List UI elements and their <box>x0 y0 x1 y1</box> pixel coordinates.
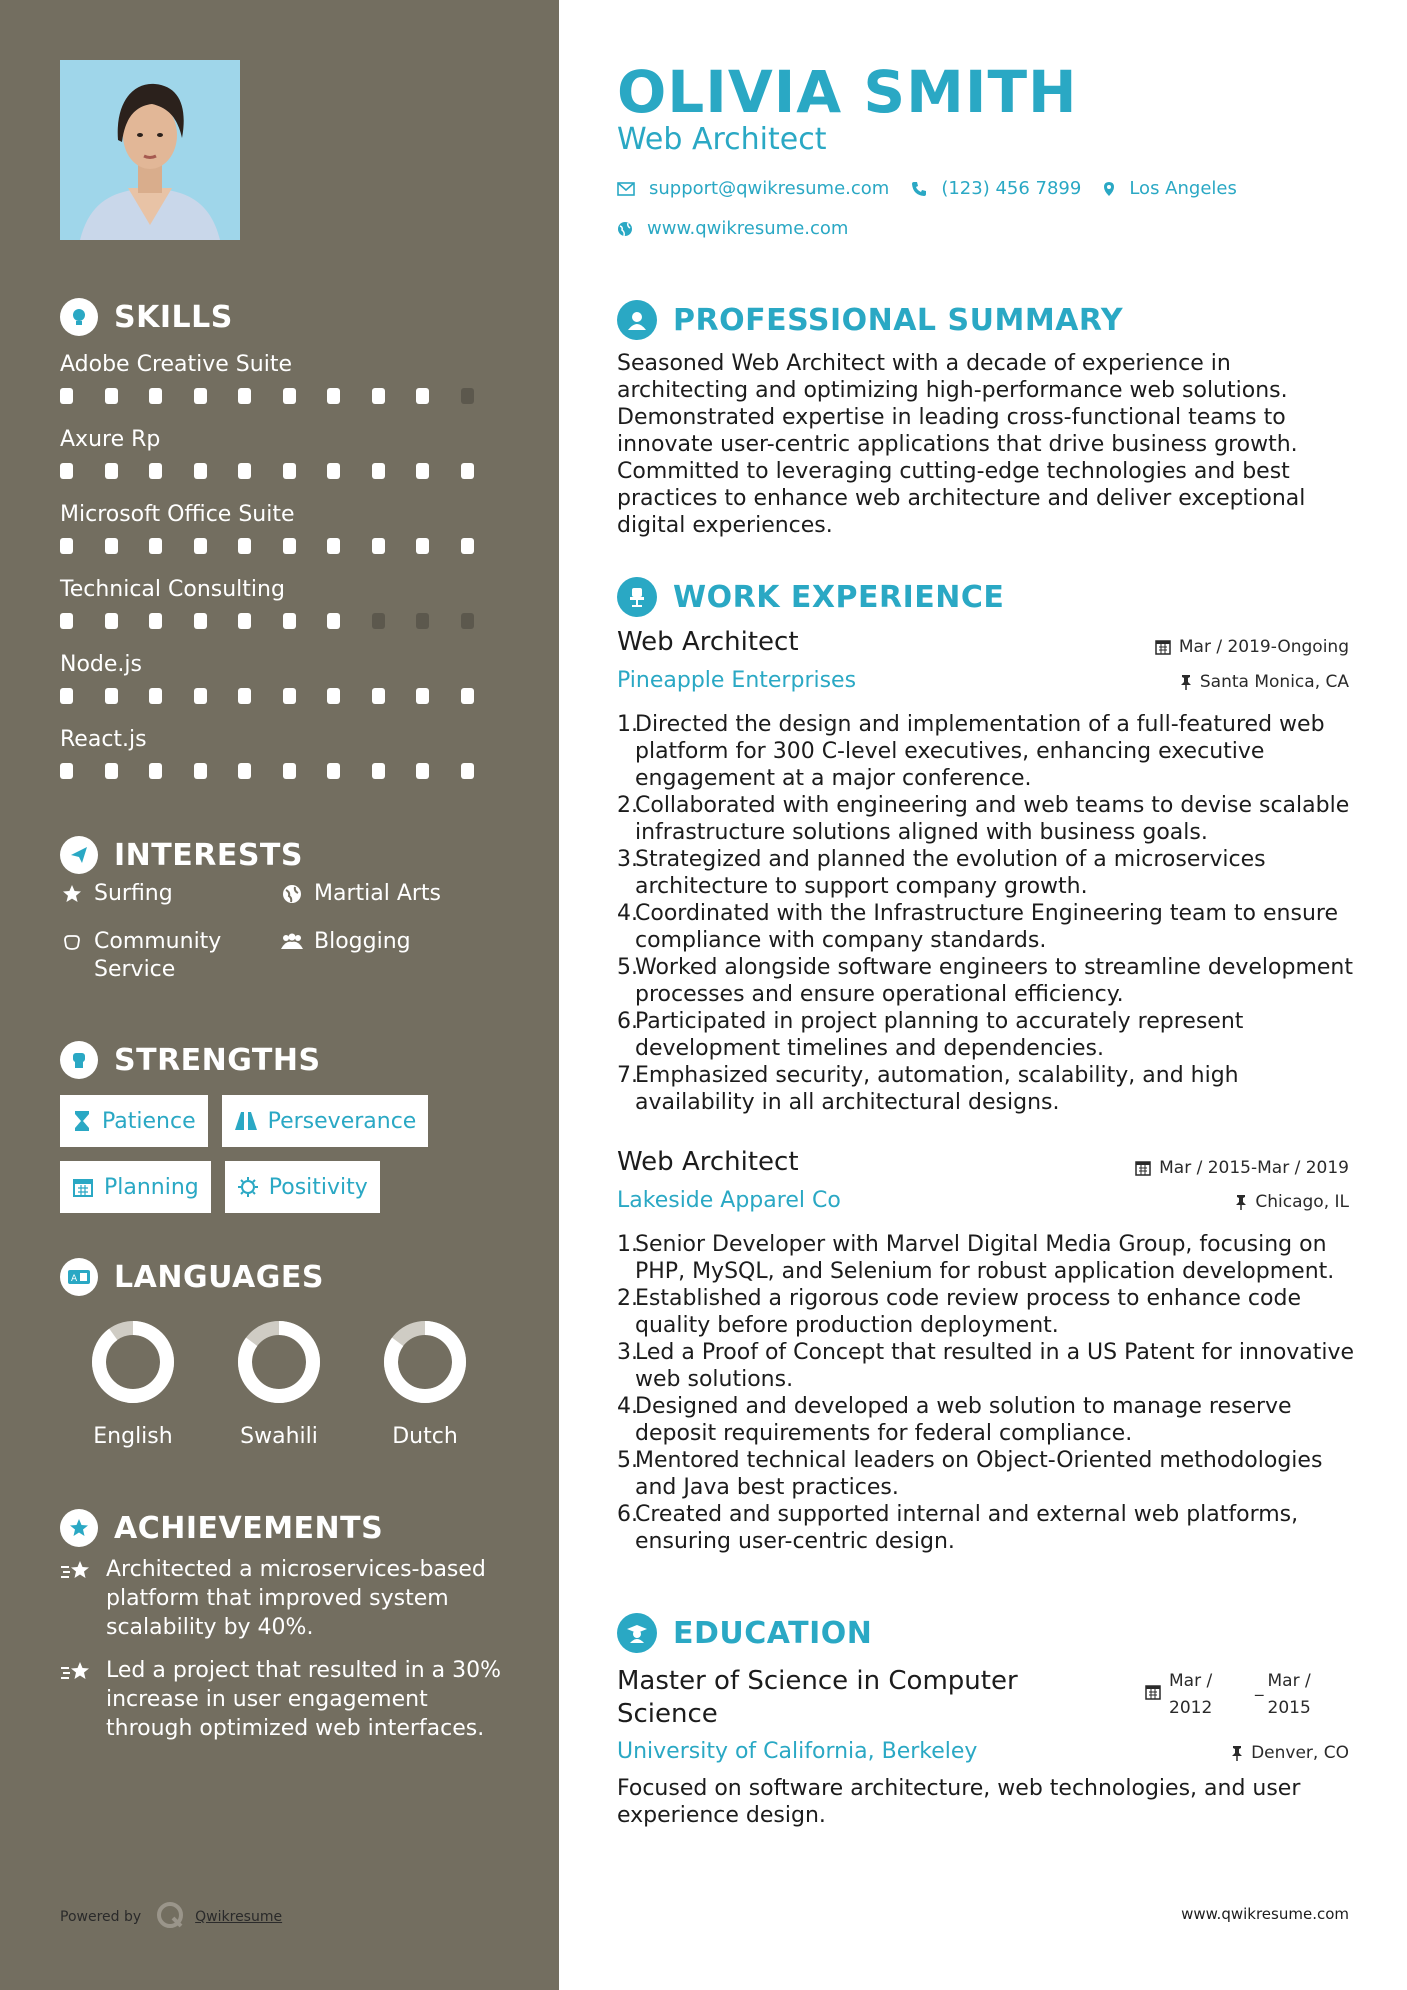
globe-icon <box>617 221 633 237</box>
skill-rating <box>60 463 505 479</box>
achievement-item <box>60 1555 510 1642</box>
skill-dot <box>105 688 118 704</box>
powered-by-label: Powered by <box>60 1909 142 1925</box>
bullet-text: Created and supported internal and external web platforms, ensuring user-centric design. <box>635 1502 1299 1554</box>
skill-name: Technical Consulting <box>60 577 285 602</box>
skill-item <box>60 650 505 725</box>
list-item: 5. Mentored technical leaders on Object-Oriented methodologies and Java best practices. <box>617 1447 1359 1501</box>
bullet-text: Senior Developer with Marvel Digital Media Group, focusing on PHP, MySQL, and Selenium for robust application development. <box>635 1232 1335 1284</box>
skill-dot <box>327 763 340 779</box>
strength-label: Patience <box>102 1108 196 1134</box>
skill-dot <box>194 463 207 479</box>
skill-dot <box>461 463 474 479</box>
skill-dot <box>105 538 118 554</box>
skill-dot <box>416 538 429 554</box>
strength-label: Planning <box>104 1174 199 1200</box>
powered-by <box>60 1900 282 1934</box>
education-dates <box>1145 1668 1318 1722</box>
achievement-item <box>60 1656 510 1743</box>
education-heading <box>617 1613 872 1653</box>
achievements-title: ACHIEVEMENTS <box>114 1510 384 1546</box>
skill-name: Adobe Creative Suite <box>60 352 292 377</box>
achievement-text: Architected a microservices-based platform that improved system scalability by 40%. <box>106 1557 486 1640</box>
pushpin-icon <box>1235 1194 1247 1210</box>
skill-dot <box>327 613 340 629</box>
hourglass-icon <box>72 1110 92 1132</box>
job-dates-text: Mar / 2015-Mar / 2019 <box>1159 1158 1349 1178</box>
skill-dot <box>283 463 296 479</box>
profile-photo <box>60 60 240 240</box>
summary-text: Seasoned Web Architect with a decade of experience in architecting and optimizing high-performance web solutions. Demonstrated expertise in leading cross-functional teams to innovate user-centric applications that drive business growth. Committed to leveraging cutting-edge technologies and best practices to enhance web architecture and deliver exceptional digital experiences. <box>617 351 1306 538</box>
summary-title: PROFESSIONAL SUMMARY <box>673 302 1124 338</box>
skill-dot <box>238 463 251 479</box>
skill-dot <box>105 763 118 779</box>
skill-dot <box>327 538 340 554</box>
language-label: Dutch <box>392 1424 458 1449</box>
summary-heading <box>617 300 1123 340</box>
skill-dot <box>149 763 162 779</box>
office-chair-icon <box>617 577 657 617</box>
skill-rating <box>60 688 505 704</box>
badge-icon <box>60 1509 98 1547</box>
skill-dot <box>283 538 296 554</box>
job-bullets <box>617 711 1359 1116</box>
date-separator: _ <box>1255 1677 1264 1697</box>
skill-dot <box>283 688 296 704</box>
skill-dot <box>327 688 340 704</box>
user-icon <box>617 300 657 340</box>
skill-name: Microsoft Office Suite <box>60 502 295 527</box>
skill-item <box>60 500 505 575</box>
powered-by-link[interactable]: Qwikresume <box>195 1909 283 1925</box>
job-location <box>1180 672 1349 692</box>
shooting-star-icon <box>60 1555 94 1642</box>
language-ring <box>91 1320 175 1404</box>
strengths-title: STRENGTHS <box>114 1042 321 1078</box>
users-icon <box>280 928 304 956</box>
job-title: Web Architect <box>617 627 799 657</box>
skill-dot <box>327 463 340 479</box>
calendar-icon <box>1135 1160 1151 1176</box>
skill-dot <box>416 463 429 479</box>
language-label: English <box>93 1424 173 1449</box>
language-ring <box>237 1320 321 1404</box>
skill-dot <box>194 388 207 404</box>
skill-dot <box>238 388 251 404</box>
bullet-text: Collaborated with engineering and web teams to devise scalable infrastructure solutions aligned with business goals. <box>635 793 1350 845</box>
skill-item <box>60 350 505 425</box>
calendar-icon <box>1155 639 1171 655</box>
achievement-text: Led a project that resulted in a 30% increase in user engagement through optimized web interfaces. <box>106 1658 502 1741</box>
skill-item <box>60 425 505 500</box>
hand-icon <box>60 928 84 956</box>
strengths-list <box>60 1095 480 1227</box>
skill-dot <box>238 538 251 554</box>
job-title: Web Architect <box>617 1147 799 1177</box>
language-item <box>352 1320 498 1449</box>
bullet-text: Worked alongside software engineers to streamline development processes and ensure operational efficiency. <box>635 955 1353 1007</box>
skill-dot <box>283 388 296 404</box>
interest-label: Community Service <box>94 929 222 982</box>
bullet-text: Led a Proof of Concept that resulted in a US Patent for innovative web solutions. <box>635 1340 1355 1392</box>
skill-item <box>60 725 505 800</box>
pushpin-icon <box>1231 1745 1243 1761</box>
interest-item <box>280 928 500 984</box>
interest-label: Surfing <box>94 881 173 906</box>
skill-dot <box>149 538 162 554</box>
list-item: 2. Collaborated with engineering and web teams to devise scalable infrastructure solutions aligned with business goals. <box>617 792 1359 846</box>
candidate-role: Web Architect <box>617 122 827 157</box>
bullet-text: Directed the design and implementation of a full-featured web platform for 300 C-level executives, enhancing executive engagement at a major conference. <box>635 712 1325 791</box>
education-start: Mar / 2012 <box>1169 1671 1213 1718</box>
job-company: Pineapple Enterprises <box>617 668 857 693</box>
interests-list <box>60 880 520 984</box>
strengths-heading <box>60 1041 321 1079</box>
skill-dot <box>238 763 251 779</box>
skill-dot <box>283 613 296 629</box>
interest-item <box>60 880 280 908</box>
language-icon <box>60 1258 98 1296</box>
skill-dot <box>416 688 429 704</box>
skill-dot <box>238 688 251 704</box>
interests-title: INTERESTS <box>114 837 303 873</box>
skill-dot <box>149 613 162 629</box>
skills-title: SKILLS <box>114 299 233 335</box>
interest-item <box>280 880 500 908</box>
qwikresume-logo-icon <box>155 1900 185 1934</box>
phone-icon <box>911 181 927 197</box>
interest-item <box>60 928 280 984</box>
skill-dot <box>105 463 118 479</box>
experience-heading <box>617 577 1004 617</box>
bullet-text: Designed and developed a web solution to manage reserve deposit requirements for federal compliance. <box>635 1394 1292 1446</box>
list-item: 6. Participated in project planning to accurately represent development timelines and dependencies. <box>617 1008 1359 1062</box>
education-description: Focused on software architecture, web technologies, and user experience design. <box>617 1776 1301 1828</box>
job-dates <box>1135 1158 1349 1178</box>
education-end: Mar / 2015 <box>1267 1671 1311 1718</box>
contact-row <box>617 178 1237 199</box>
education-location-text: Denver, CO <box>1251 1743 1349 1763</box>
skill-dot <box>149 688 162 704</box>
language-item <box>60 1320 206 1449</box>
skill-dot <box>194 688 207 704</box>
shooting-star-icon <box>60 1656 94 1743</box>
skill-dot <box>60 613 73 629</box>
achievements-list <box>60 1555 510 1757</box>
sidebar <box>0 0 559 1990</box>
skill-dot <box>283 763 296 779</box>
envelope-icon <box>617 182 635 196</box>
calendar-icon <box>1145 1668 1161 1722</box>
skill-item <box>60 575 505 650</box>
strength-label: Positivity <box>268 1174 368 1200</box>
skill-dot <box>372 613 385 629</box>
skill-dot <box>416 613 429 629</box>
list-item: 4. Coordinated with the Infrastructure Engineering team to ensure compliance with company standards. <box>617 900 1359 954</box>
skill-dot <box>60 538 73 554</box>
skills-heading <box>60 298 233 336</box>
skill-dot <box>372 388 385 404</box>
graduate-icon <box>617 1613 657 1653</box>
bullet-text: Coordinated with the Infrastructure Engineering team to ensure compliance with company standards. <box>635 901 1338 953</box>
skill-dot <box>372 538 385 554</box>
map-pin-icon <box>1103 181 1115 197</box>
list-item: 1. Senior Developer with Marvel Digital Media Group, focusing on PHP, MySQL, and Selenium for robust application development. <box>617 1231 1359 1285</box>
fist-icon <box>60 1041 98 1079</box>
bullet-text: Participated in project planning to accurately represent development timelines and dependencies. <box>635 1009 1244 1061</box>
skill-dot <box>60 763 73 779</box>
skill-name: Node.js <box>60 652 142 677</box>
sun-icon <box>237 1176 259 1198</box>
star-icon <box>60 880 84 908</box>
strength-chip <box>225 1161 380 1213</box>
road-icon <box>234 1111 258 1131</box>
strength-chip <box>60 1161 211 1213</box>
job-location-text: Chicago, IL <box>1255 1192 1349 1212</box>
skill-dot <box>461 613 474 629</box>
list-item: 6. Created and supported internal and external web platforms, ensuring user-centric design. <box>617 1501 1359 1555</box>
skill-dot <box>194 613 207 629</box>
bullet-text: Established a rigorous code review process to enhance code quality before production deployment. <box>635 1286 1301 1338</box>
strength-chip <box>60 1095 208 1147</box>
language-ring <box>383 1320 467 1404</box>
languages-list <box>60 1320 510 1449</box>
paper-plane-icon <box>60 836 98 874</box>
job-location-text: Santa Monica, CA <box>1199 672 1349 692</box>
skill-dot <box>194 538 207 554</box>
language-label: Swahili <box>240 1424 318 1449</box>
language-item <box>206 1320 352 1449</box>
skill-rating <box>60 388 505 404</box>
job-dates <box>1155 637 1349 657</box>
skill-dot <box>461 388 474 404</box>
strength-chip <box>222 1095 429 1147</box>
skill-rating <box>60 538 505 554</box>
skill-dot <box>416 388 429 404</box>
bullet-text: Emphasized security, automation, scalability, and high availability in all architectural designs. <box>635 1063 1239 1115</box>
interest-label: Blogging <box>314 929 411 954</box>
skill-dot <box>105 613 118 629</box>
skill-name: Axure Rp <box>60 427 161 452</box>
job-dates-text: Mar / 2019-Ongoing <box>1178 637 1349 657</box>
skill-dot <box>194 763 207 779</box>
skill-name: React.js <box>60 727 147 752</box>
degree-title: Master of Science in Computer Science <box>617 1666 1018 1729</box>
skill-dot <box>60 463 73 479</box>
skill-dot <box>461 538 474 554</box>
list-item: 3. Strategized and planned the evolution of a microservices architecture to support company growth. <box>617 846 1359 900</box>
skill-dot <box>461 763 474 779</box>
job-location <box>1235 1192 1349 1212</box>
list-item: 4. Designed and developed a web solution to manage reserve deposit requirements for federal compliance. <box>617 1393 1359 1447</box>
experience-title: WORK EXPERIENCE <box>673 579 1005 615</box>
languages-heading <box>60 1258 324 1296</box>
lightbulb-icon <box>60 298 98 336</box>
bullet-text: Strategized and planned the evolution of a microservices architecture to support company growth. <box>635 847 1266 899</box>
education-location <box>1231 1743 1349 1763</box>
contact-website[interactable]: www.qwikresume.com <box>647 218 849 239</box>
list-item: 3. Led a Proof of Concept that resulted in a US Patent for innovative web solutions. <box>617 1339 1359 1393</box>
calendar-icon <box>72 1176 94 1198</box>
contact-phone[interactable]: (123) 456 7899 <box>941 178 1082 199</box>
skill-dot <box>238 613 251 629</box>
job-company: Lakeside Apparel Co <box>617 1188 841 1213</box>
skill-dot <box>372 763 385 779</box>
skill-dot <box>372 688 385 704</box>
skill-dot <box>416 763 429 779</box>
pushpin-icon <box>1180 674 1192 690</box>
language-ring-fill <box>99 1328 167 1396</box>
list-item: 7. Emphasized security, automation, scalability, and high availability in all architectural designs. <box>617 1062 1359 1116</box>
skill-dot <box>60 688 73 704</box>
skill-dot <box>60 388 73 404</box>
list-item: 1. Directed the design and implementation of a full-featured web platform for 300 C-level executives, enhancing executive engagement at a major conference. <box>617 711 1359 792</box>
skill-dot <box>372 463 385 479</box>
skill-rating <box>60 613 505 629</box>
languages-title: LANGUAGES <box>114 1259 324 1295</box>
achievements-heading <box>60 1509 383 1547</box>
footer-website[interactable]: www.qwikresume.com <box>1181 1905 1349 1923</box>
candidate-name: OLIVIA SMITH <box>617 58 1078 126</box>
skill-dot <box>461 688 474 704</box>
interests-heading <box>60 836 303 874</box>
contact-email[interactable]: support@qwikresume.com <box>649 178 890 199</box>
list-item: 2. Established a rigorous code review process to enhance code quality before production deployment. <box>617 1285 1359 1339</box>
skill-dot <box>327 388 340 404</box>
job-bullets <box>617 1231 1359 1555</box>
svg-text:A: A <box>71 1274 78 1284</box>
bullet-text: Mentored technical leaders on Object-Oriented methodologies and Java best practices. <box>635 1448 1323 1500</box>
education-title: EDUCATION <box>673 1615 873 1651</box>
skill-dot <box>149 463 162 479</box>
education-school: University of California, Berkeley <box>617 1739 978 1764</box>
website-row <box>617 218 848 239</box>
skill-rating <box>60 763 505 779</box>
skill-dot <box>149 388 162 404</box>
list-item: 5. Worked alongside software engineers to streamline development processes and ensure operational efficiency. <box>617 954 1359 1008</box>
skills-list <box>60 350 505 800</box>
globe-icon <box>280 880 304 908</box>
contact-location: Los Angeles <box>1129 178 1237 199</box>
interest-label: Martial Arts <box>314 881 442 906</box>
strength-label: Perseverance <box>267 1108 417 1134</box>
skill-dot <box>105 388 118 404</box>
